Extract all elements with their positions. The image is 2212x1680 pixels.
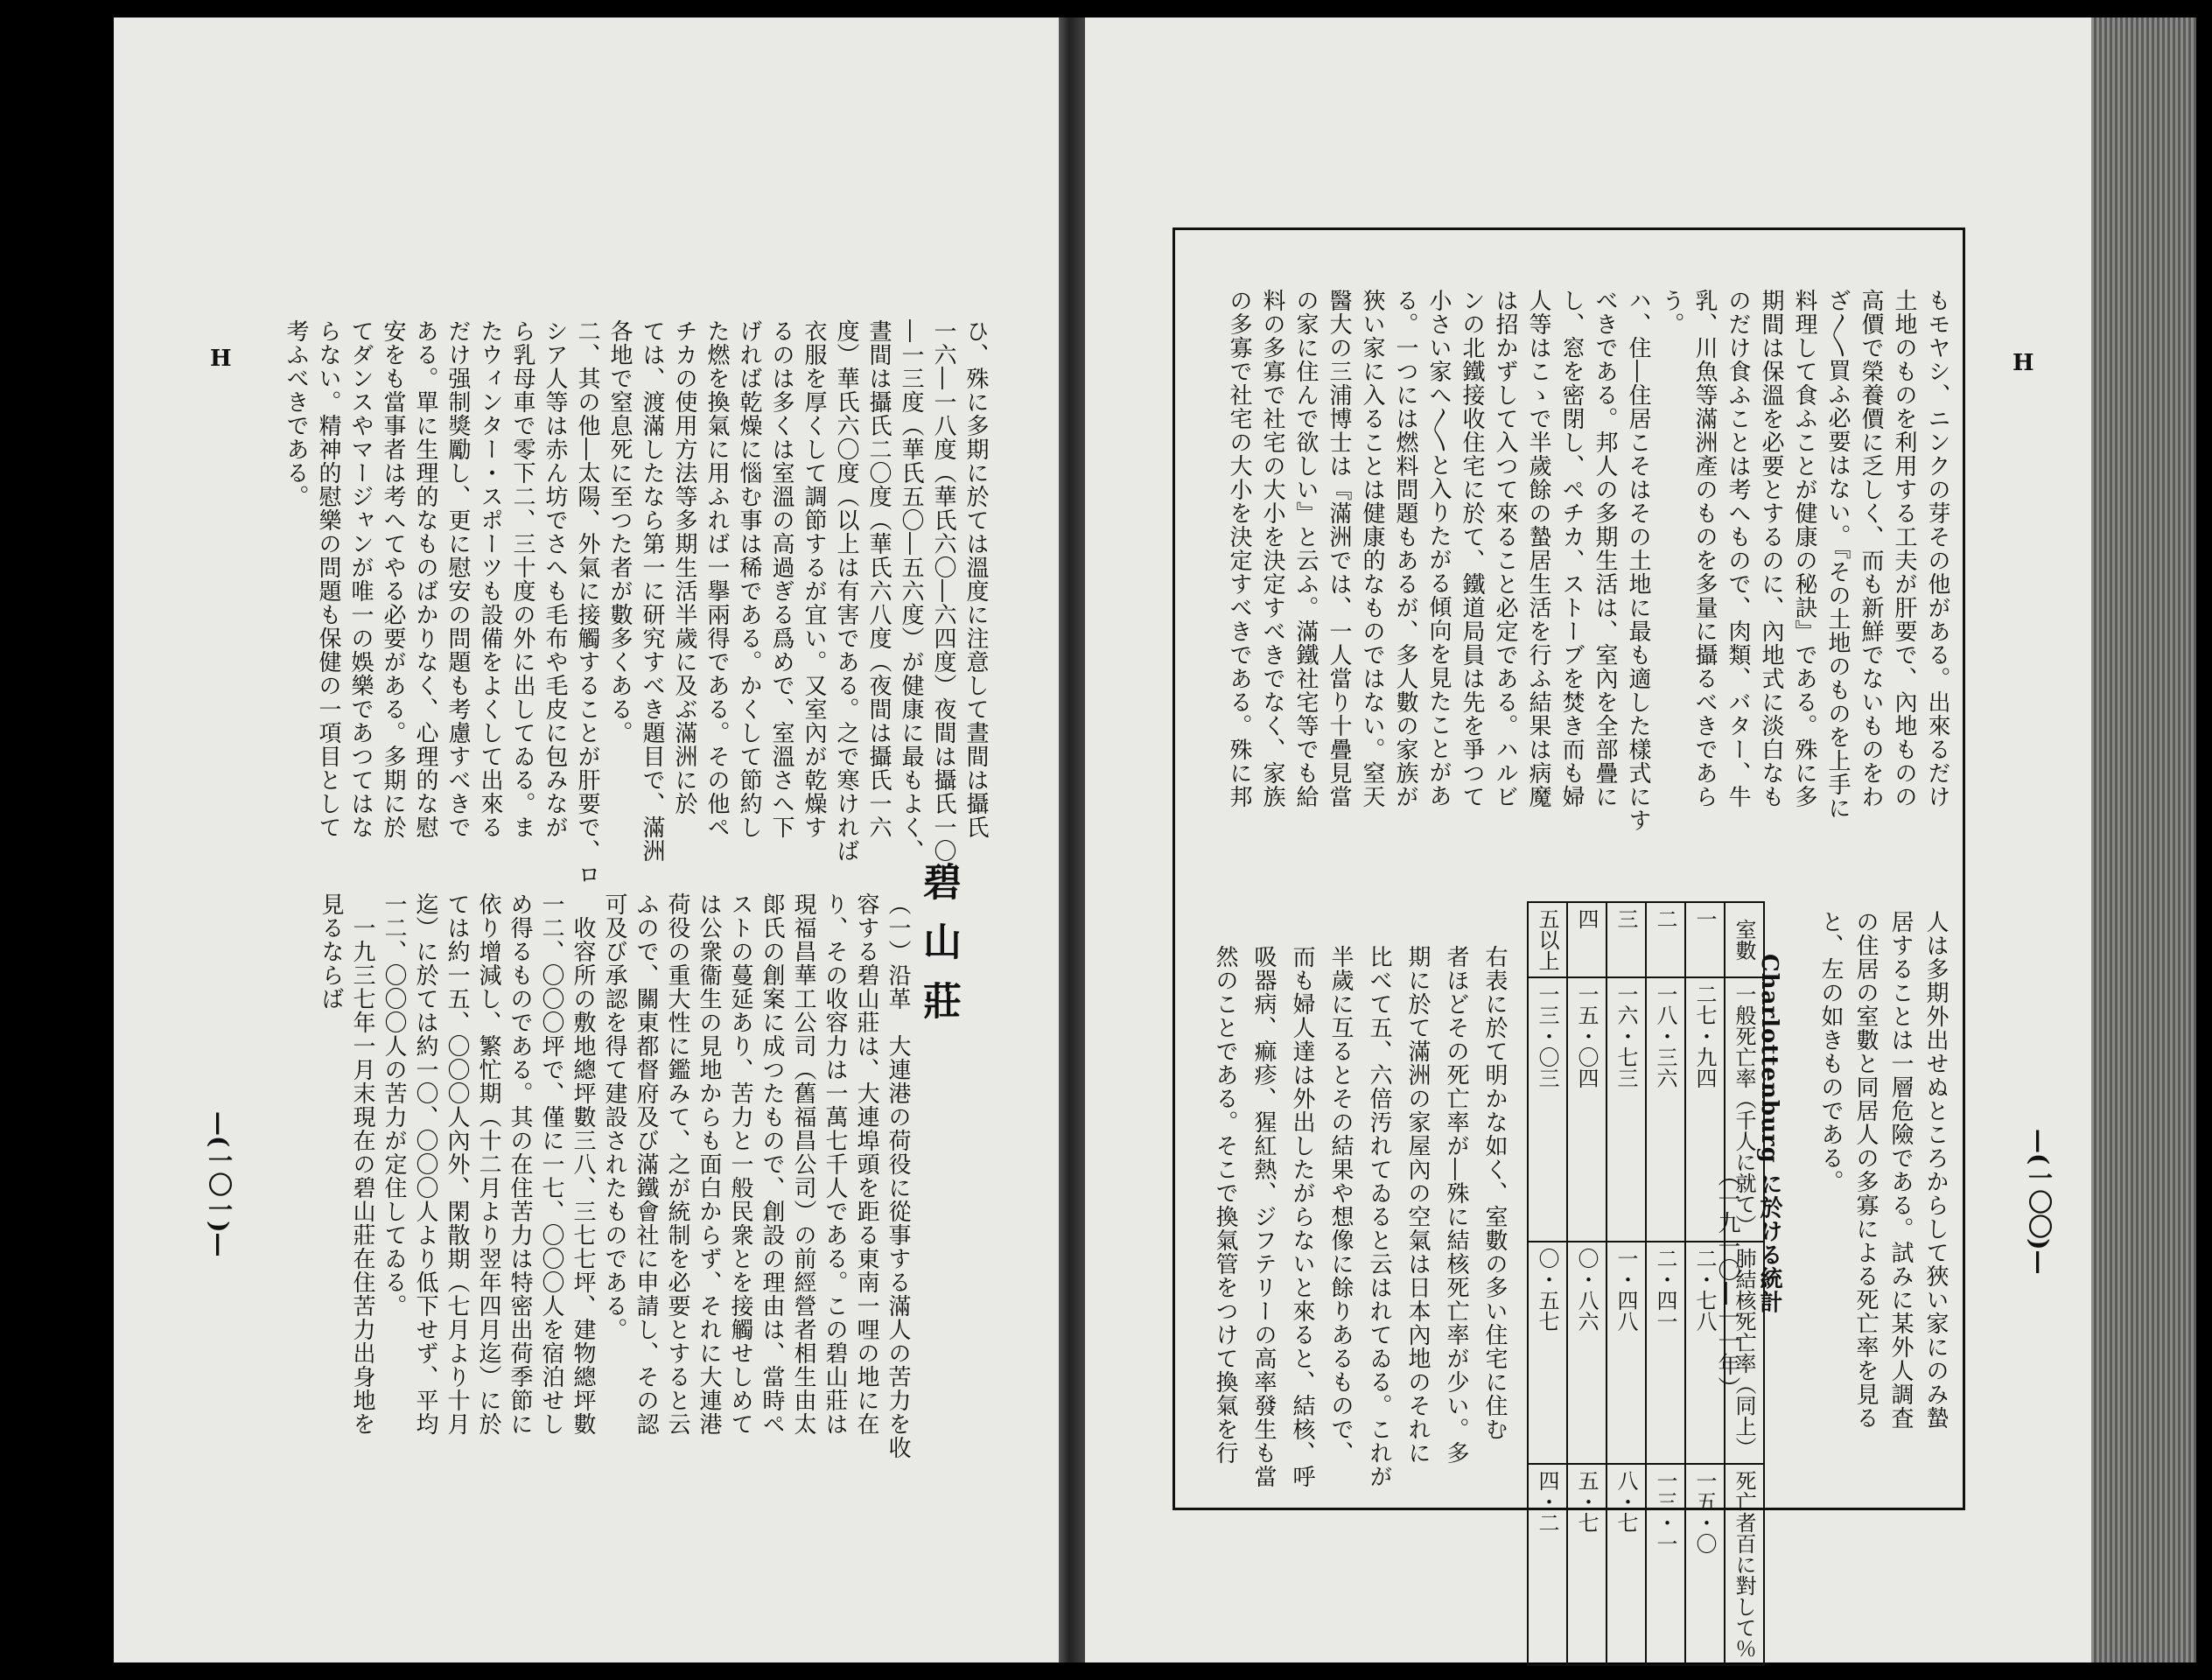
text-column: 迄）に於ては約一〇、〇〇〇人より低下せず、平均 <box>412 892 438 1436</box>
table-row <box>1528 902 1567 1665</box>
text-column: 二、其の他―太陽、外氣に接觸することが肝要で、ロ <box>574 319 600 886</box>
text-column: 小さい家へ〳〵と入りたがる傾向を見たことがあ <box>1425 289 1452 808</box>
text-column: ひ、殊に多期に於ては溫度に注意して晝間は攝氏 <box>962 319 989 839</box>
text-column: ては、渡滿したなら第一に研究すべき題目で、滿洲 <box>639 319 665 863</box>
text-column: 吸器病、痲疹、猩紅熱、ジフテリーの高率發生も當 <box>1250 945 1277 1488</box>
text-column: 郞氏の創案に成つたもので、創設の理由は、當時ペ <box>759 892 785 1436</box>
text-column: ては約一五、〇〇〇人內外、閑散期（七月より十月 <box>444 892 470 1436</box>
text-column: 荷役の重大性に鑑みて、之が統制を必要とすると云 <box>664 892 690 1436</box>
text-column: は招かずして入つて來ること必定である。ハルビ <box>1492 289 1518 808</box>
table-row <box>1606 902 1646 1665</box>
table-cell: 一・四八 <box>1606 1242 1646 1464</box>
table-cell: 二七・九四 <box>1685 977 1725 1242</box>
table-header-row <box>1725 902 1764 1665</box>
text-column: 高價で榮養價に乏しく、而も新鮮でないものをわ <box>1858 289 1884 808</box>
table-header-cell: 死亡者百に對して％ <box>1725 1464 1764 1665</box>
table-cell: 一六・七三 <box>1606 977 1646 1242</box>
section-heading: 碧山莊 <box>916 862 961 1040</box>
table-cell: 〇・五七 <box>1528 1242 1567 1464</box>
table-header-cell: 肺結核死亡率（同上） <box>1725 1242 1764 1464</box>
text-column: 考ふべきである。 <box>283 319 309 508</box>
text-column: め得るものである。其の在住苦力は特密出荷季節に <box>507 892 533 1436</box>
text-column: ざ〳〵買ふ必要はない。『その土地のものを上手に <box>1824 289 1851 820</box>
text-column: た燃を換氣に用ふれば一擧兩得である。その他ペ <box>704 319 730 839</box>
text-column: もモヤシ、ニンクの芽その他がある。出來るだけ <box>1924 289 1950 808</box>
text-column: ハ、住―住居こそはその土地に最も適した樣式にす <box>1625 289 1651 832</box>
text-column: の家に住んで欲しい』と云ふ。滿鐵社宅等でも給 <box>1292 289 1319 808</box>
text-column: シア人等は赤ん坊でさへも毛布や毛皮に包みなが <box>542 319 568 839</box>
text-column: 收容所の敷地總坪數三八、三七七坪、建物總坪數 <box>570 892 596 1436</box>
text-column: 晝間は攝氏二〇度（華氏六八度（夜間は攝氏一六 <box>865 319 892 839</box>
table-cell: 一五・〇四 <box>1567 977 1606 1242</box>
table-cell: 一 <box>1685 902 1725 977</box>
table-cell: 一五・〇 <box>1685 1464 1725 1665</box>
statistics-table <box>1527 901 1765 1666</box>
text-column: らない。精神的慰樂の問題も保健の一項目として <box>315 319 341 839</box>
text-column: 比べて五、六倍汚れてゐると云はれてゐる。これが <box>1366 945 1392 1488</box>
text-column: 者ほどその死亡率が―殊に結核死亡率が少い。多 <box>1443 945 1469 1465</box>
text-column: 料の多寡で社宅の大小を決定すべきでなく、家族 <box>1259 289 1285 808</box>
book-spread <box>114 18 2091 1662</box>
text-column: 土地のものを利用する工夫が肝要で、內地ものの <box>1891 289 1917 808</box>
text-column: 而も婦人達は外出したがらないと來ると、結核、呼 <box>1289 945 1315 1488</box>
text-column: だけ强制獎勵し、更に慰安の問題も考慮すべきで <box>444 319 471 839</box>
text-column: 然のことである。そこで換氣管をつけて換氣を行 <box>1212 945 1238 1465</box>
table-header-cell: 室數 <box>1725 902 1764 977</box>
text-column: 一六―一八度（華氏六〇―六四度）夜間は攝氏一〇 <box>930 319 956 863</box>
text-column: べきである。邦人の多期生活は、室內を全部疊に <box>1592 289 1618 808</box>
text-column: 右表に於て明かな如く、室數の多い住宅に住む <box>1481 945 1508 1441</box>
text-column: のだけ食ふことは考へもので、肉類、バター、牛 <box>1725 289 1751 808</box>
table-row <box>1685 902 1725 1665</box>
text-column: 一二、〇〇〇人の苦力が定住してゐる。 <box>381 892 407 1318</box>
text-column: ンの北鐵接收住宅に於て、鐵道局員は先を爭つて <box>1459 289 1485 808</box>
text-column: ら乳母車で零下二、三十度の外に出してゐる。ま <box>509 319 536 839</box>
text-column: 醫大の三浦博士は『滿洲では、一人當り十疊見當 <box>1326 289 1352 808</box>
right-column-block-lower <box>1802 910 1951 1470</box>
text-column: てダンスやマージャンが唯一の娛樂であつてはな <box>347 319 374 839</box>
text-column: 乳、川魚等滿洲產のものを多量に攝るべきであら <box>1691 289 1718 808</box>
left-column-block-upper <box>271 319 989 886</box>
text-column: 人等はこゝで半歲餘の蟄居生活を行ふ結果は病魔 <box>1525 289 1551 808</box>
stat-years: （一九一〇―一一年） <box>1714 1164 1740 1400</box>
text-column: 半歲に互るとその結果や想像に餘りあるもので、 <box>1327 945 1354 1465</box>
text-column: 度）華氏六〇度（以上は有害である。之で寒ければ <box>833 319 859 863</box>
text-column: 可及び承認を得て建設されたものである。 <box>601 892 627 1341</box>
text-column: 各地で窒息死に至つた者が數多くある。 <box>606 319 633 745</box>
text-column: 料理して食ふことが健康の秘訣』である。殊に多 <box>1791 289 1817 808</box>
text-column: （一）沿革 大連港の荷役に從事する滿人の苦力を收 <box>885 892 911 1460</box>
text-column: 居することは一層危險である。試みに某外人調査 <box>1887 910 1914 1430</box>
text-column: 安をも當事者は考へてやる必要がある。多期に於 <box>380 319 406 839</box>
text-column: ふので、關東都督府及び滿鐵會社に申請し、その認 <box>633 892 659 1436</box>
left-page-number: —(一〇一)— <box>205 1111 234 1257</box>
text-column: ―一三度（華氏五〇―五六度）が健康に最もよく、 <box>898 319 924 863</box>
text-column: 期間は保溫を必要とするのに、內地式に淡白なも <box>1758 289 1784 808</box>
right-column-block-upper <box>1216 289 1951 884</box>
table-cell: 五・七 <box>1567 1464 1606 1665</box>
text-column: 人は多期外出せぬところからして狹い家にのみ蟄 <box>1922 910 1949 1430</box>
table-cell: 八・七 <box>1606 1464 1646 1665</box>
table-cell: 一三・一 <box>1646 1464 1685 1665</box>
text-column: し、窓を密閉し、ペチカ、ストーブを焚き而も婦 <box>1558 289 1585 808</box>
text-column: 現福昌華工公司（舊福昌公司）の前經營者相生由太 <box>790 892 816 1436</box>
text-column: と、左の如きものである。 <box>1817 910 1844 1194</box>
right-column-block-bottom <box>1199 945 1514 1488</box>
table-cell: 一三・〇三 <box>1528 977 1567 1242</box>
left-column-block-lower <box>306 892 911 1460</box>
text-column: 容する碧山莊は、大連埠頭を距る東南一哩の地に在 <box>853 892 879 1436</box>
text-column: 依り增減し、繁忙期（十二月より翌年四月迄）に於 <box>475 892 501 1436</box>
text-column: ある。單に生理的なものばかりなく、心理的な慰 <box>412 319 438 839</box>
text-column: る。一つには燃料問題もあるが、多人數の家族が <box>1392 289 1418 808</box>
table-cell: 四・二 <box>1528 1464 1567 1665</box>
text-column: り、その收容力は一萬七千人である。この碧山莊は <box>822 892 848 1436</box>
left-page <box>114 18 1060 1662</box>
text-column: ストの蔓延あり、苦力と一般民衆とを接觸せしめて <box>727 892 753 1436</box>
book-gutter <box>1059 18 1085 1662</box>
table-header-cell: 一般死亡率（千人に就て） <box>1725 977 1764 1242</box>
text-column: は公衆衞生の見地からも面白からず、それに大連港 <box>696 892 722 1436</box>
text-column: 衣服を厚くして調節するが宜い。又室內が乾燥す <box>801 319 827 839</box>
text-column: う。 <box>1658 289 1684 336</box>
table-cell: 二・七八 <box>1685 1242 1725 1464</box>
text-column: るのは多くは室溫の高過ぎる爲めで、室溫さへ下 <box>768 319 794 839</box>
text-column: 狹い家に入ることは健康的なものではない。窒天 <box>1359 289 1385 808</box>
table-cell: 二・四一 <box>1646 1242 1685 1464</box>
table-cell: 四 <box>1567 902 1606 977</box>
left-page-marker: H <box>210 346 232 372</box>
text-column: 期に於て滿洲の家屋內の空氣は日本內地のそれに <box>1404 945 1431 1465</box>
text-column: チカの使用方法等多期生活半歲に及ぶ滿洲に於 <box>671 319 697 816</box>
table-cell: 〇・八六 <box>1567 1242 1606 1464</box>
table-cell: 二 <box>1646 902 1685 977</box>
table-cell: 三 <box>1606 902 1646 977</box>
text-column: の住居の室數と同居人の多寡による死亡率を見る <box>1852 910 1879 1430</box>
text-column: の多寡で社宅の大小を決定すべきである。殊に邦 <box>1226 289 1252 808</box>
text-column: 見るならば <box>318 892 344 1011</box>
text-column: げれば乾燥に惱む事は稀である。かくして節約し <box>736 319 762 839</box>
table-row <box>1567 902 1606 1665</box>
text-column: たウィンター・スポーツも設備をよくして出來る <box>477 319 503 839</box>
page-fore-edge <box>2091 18 2196 1662</box>
stat-title: Charlottenburg に於ける統計 <box>1756 954 1782 1314</box>
right-page-number: —(一〇〇)— <box>2025 1129 2054 1275</box>
right-page-marker: H <box>2012 350 2034 376</box>
text-column: 一九三七年一月末現在の碧山莊在住苦力出身地を <box>349 892 375 1436</box>
table-cell: 一八・三六 <box>1646 977 1685 1242</box>
table-row <box>1646 902 1685 1665</box>
table-cell: 五以上 <box>1528 902 1567 977</box>
text-column: 一二、〇〇〇坪で、僅に一七、〇〇〇人を宿泊せし <box>538 892 564 1436</box>
right-page <box>1085 18 2091 1662</box>
